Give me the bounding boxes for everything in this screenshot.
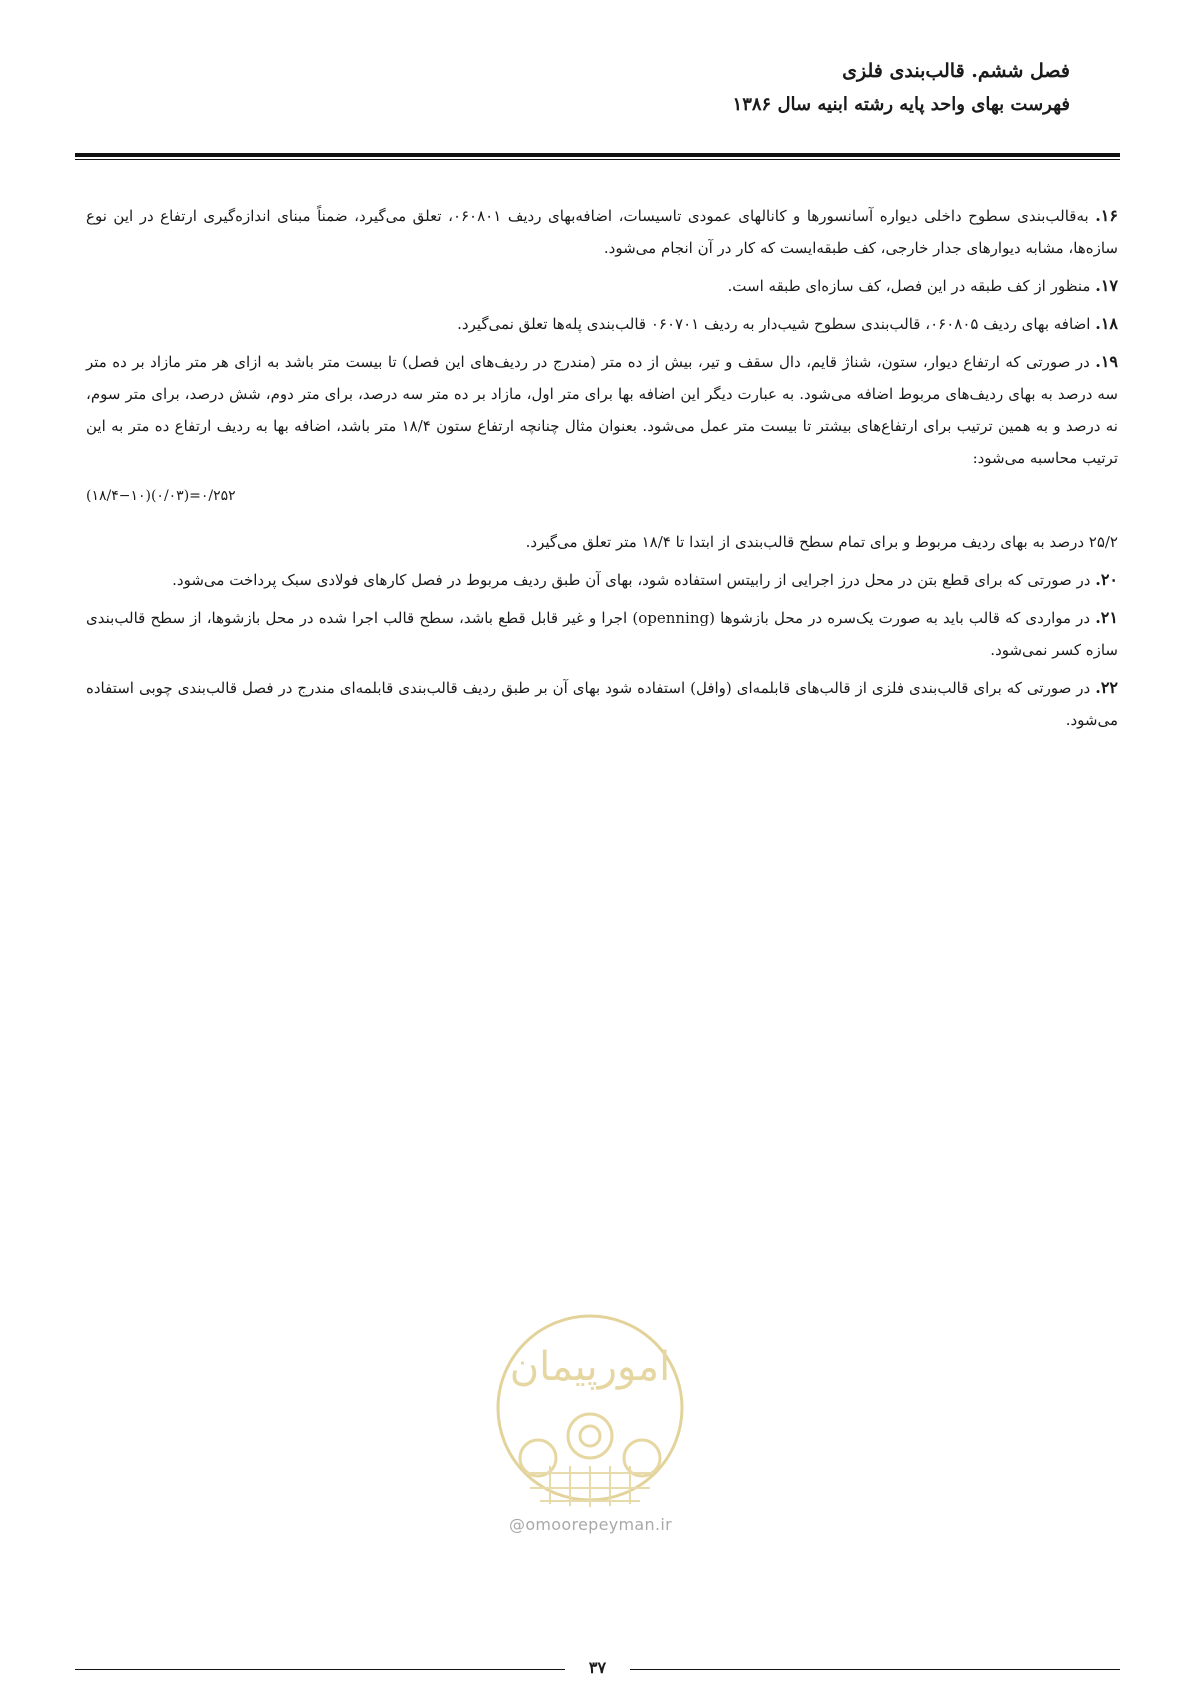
formula: (۱۸/۴−۱۰)(۰/۰۳)=۰/۲۵۲ — [86, 488, 236, 504]
note-22 — [86, 672, 1118, 736]
note-number: ۱۶. — [1095, 206, 1118, 225]
note-17 — [86, 270, 1118, 302]
note-19 — [86, 346, 1118, 474]
chapter-title: فصل ششم. قالب‌بندی فلزی — [842, 60, 1070, 82]
note-text: منظور از کف طبقه در این فصل، کف سازه‌ای طبقه است. — [727, 277, 1096, 295]
header-rule-thick — [75, 153, 1120, 157]
note-16 — [86, 200, 1118, 264]
book-title: فهرست بهای واحد پایه رشته ابنیه سال ۱۳۸۶ — [732, 94, 1070, 115]
note-text: در صورتی که برای قالب‌بندی فلزی از قالب‌های قابلمه‌ای (وافل) استفاده شود بهای آن بر طبق ردیف قالب‌بندی قابلمه‌ای مندرج در فصل قالب‌بندی چوبی استفاده می‌شود. — [86, 679, 1118, 729]
note-number: ۱۸. — [1095, 314, 1118, 333]
note-text: در صورتی که برای قطع بتن در محل درز اجرایی از رابیتس استفاده شود، بهای آن طبق ردیف مربوط در فصل کارهای فولادی سبک پرداخت می‌شود. — [172, 571, 1096, 589]
note-text: در صورتی که ارتفاع دیوار، ستون، شناژ قایم، دال سقف و تیر، بیش از ده متر (مندرج در ردیف‌های این فصل) تا بیست متر باشد به ازای هر متر مازاد بر ده متر سه درصد به بهای ردیف‌های مربوط اضافه می‌شود. به عبارت دیگر این اضافه بها برای متر اول، مازاد بر ده متر سه درصد، برای متر دوم، شش درصد، برای متر سوم، نه درصد و به همین ترتیب برای ارتفاع‌های بیشتر تا بیست متر عمل می‌شود. بعنوان مثال چنانچه ارتفاع ستون ۱۸/۴ متر باشد، اضافه بها به ردیف ارتفاع ده متر به این ترتیب محاسبه می‌شود: — [86, 353, 1118, 467]
note-text: به‌قالب‌بندی سطوح داخلی دیواره آسانسورها و کانالهای عمودی تاسیسات، اضافه‌بهای ردیف ۰۶۰۸۰۱، تعلق می‌گیرد، ضمناً مبنای اندازه‌گیری ارتفاع در این نوع سازه‌ها، مشابه دیوارهای جدار خارجی، کف طبقه‌ایست که کار در آن انجام می‌شود. — [86, 207, 1118, 257]
note-text: اضافه بهای ردیف ۰۶۰۸۰۵، قالب‌بندی سطوح شیب‌دار به ردیف ۰۶۰۷۰۱ قالب‌بندی پله‌ها تعلق نمی‌گیرد. — [457, 315, 1096, 333]
note-21 — [86, 602, 1118, 666]
logo-script-text: امورپیمان — [509, 1344, 671, 1390]
omoorepeyman-logo-icon — [478, 1308, 703, 1513]
formula-result-text: ۲۵/۲ درصد به بهای ردیف مربوط و برای تمام سطح قالب‌بندی از ابتدا تا ۱۸/۴ متر تعلق می‌گیرد. — [525, 533, 1118, 551]
note-18 — [86, 308, 1118, 340]
note-number: ۲۰. — [1095, 570, 1118, 589]
note-20 — [86, 564, 1118, 596]
document-body — [86, 200, 1118, 742]
note-number: ۱۷. — [1095, 276, 1118, 295]
note-number: ۲۱. — [1095, 608, 1118, 627]
header-rule-thin — [75, 159, 1120, 160]
page-number: ۳۷ — [588, 1658, 607, 1677]
note-number: ۲۲. — [1095, 678, 1118, 697]
note-text: در مواردی که قالب باید به صورت یک‌سره در محل بازشوها (openning) اجرا و غیر قابل قطع باشد، سطح قالب اجرا شده در محل بازشوها، از سطح قالب‌بندی سازه کسر نمی‌شود. — [86, 609, 1118, 659]
page-header — [733, 60, 1070, 115]
page-footer — [75, 1658, 1120, 1682]
watermark-logo — [478, 1308, 703, 1534]
note-number: ۱۹. — [1095, 352, 1118, 371]
logo-website: @omoorepeyman.ir — [509, 1515, 672, 1534]
